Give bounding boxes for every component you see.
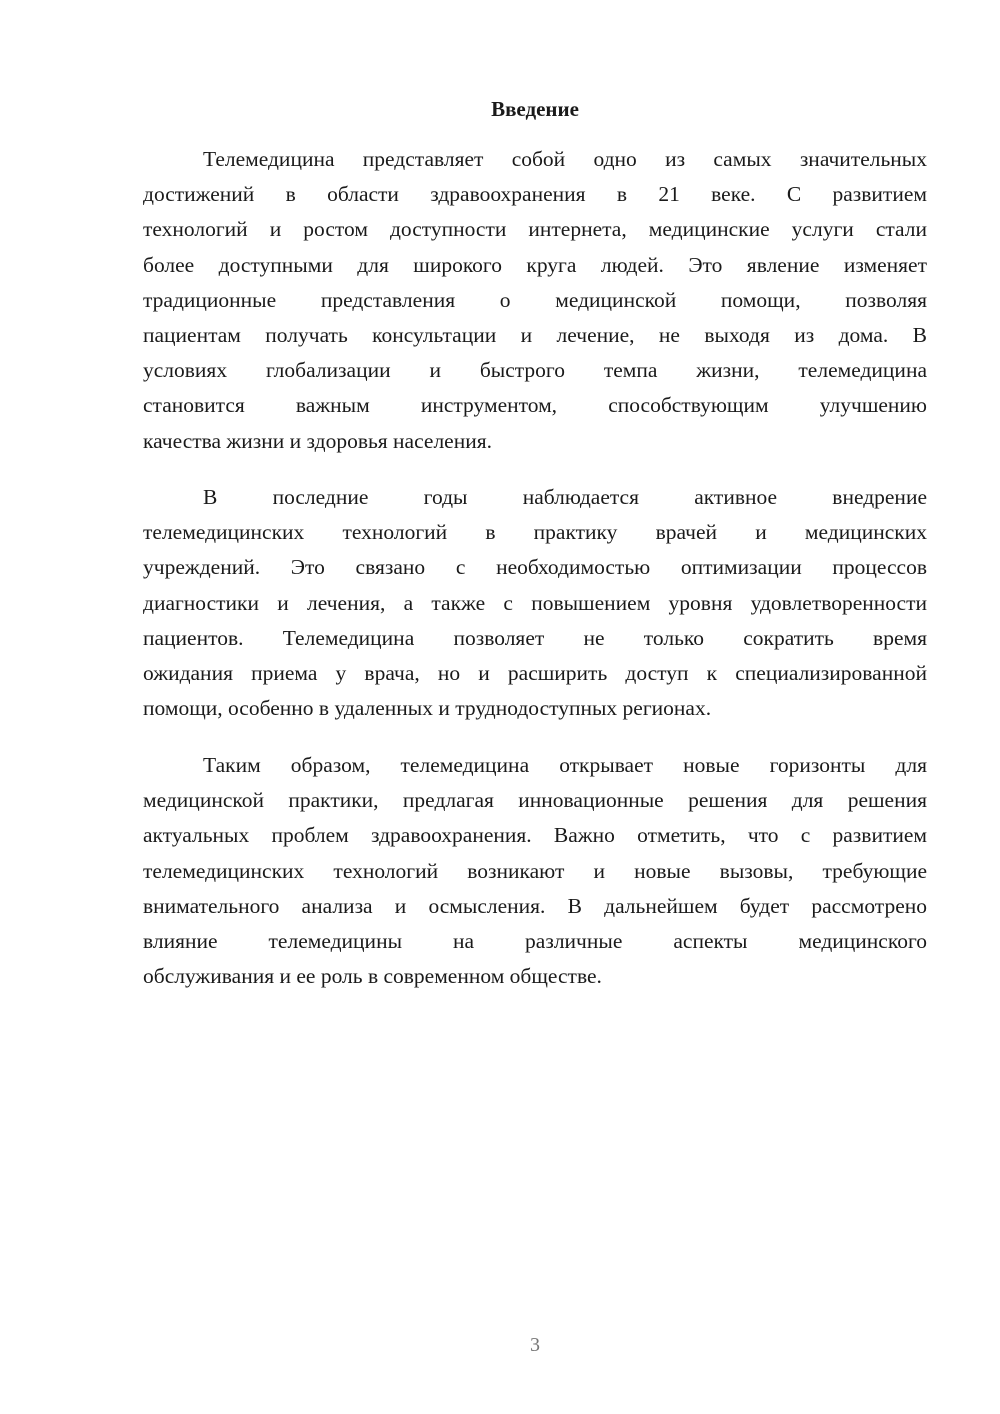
text-line: Таким образом, телемедицина открывает новые горизонты для bbox=[203, 753, 927, 777]
text-line: обслуживания и ее роль в современном обществе. bbox=[143, 964, 602, 989]
text-line: диагностики и лечения, а также с повышением уровня удовлетворенности bbox=[143, 590, 927, 615]
text-line: условиях глобализации и быстрого темпа жизни, телемедицина bbox=[143, 358, 927, 383]
section-title: Введение bbox=[491, 97, 579, 121]
text-line: учреждений. Это связано с необходимостью оптимизации процессов bbox=[143, 555, 927, 580]
text-line: внимательного анализа и осмысления. В дальнейшем будет рассмотрено bbox=[143, 893, 927, 918]
text-line: пациентам получать консультации и лечение, не выходя из дома. В bbox=[143, 322, 927, 347]
text-line: более доступными для широкого круга людей. Это явление изменяет bbox=[143, 252, 927, 277]
text-line: технологий и ростом доступности интернета, медицинские услуги стали bbox=[143, 217, 927, 242]
text-line: влияние телемедицины на различные аспекты медицинского bbox=[143, 928, 927, 953]
paragraph-2 bbox=[143, 480, 927, 726]
text-line: В последние годы наблюдается активное внедрение bbox=[203, 485, 927, 509]
text-line: становится важным инструментом, способствующим улучшению bbox=[143, 393, 927, 418]
text-line: пациентов. Телемедицина позволяет не только сократить время bbox=[143, 625, 927, 650]
paragraph-3 bbox=[143, 748, 927, 994]
text-line: актуальных проблем здравоохранения. Важно отметить, что с развитием bbox=[143, 823, 927, 848]
text-line: медицинской практики, предлагая инновационные решения для решения bbox=[143, 788, 927, 813]
text-line: телемедицинских технологий в практику врачей и медицинских bbox=[143, 520, 927, 545]
text-line: Телемедицина представляет собой одно из самых значительных bbox=[203, 147, 927, 171]
text-line: качества жизни и здоровья населения. bbox=[143, 428, 492, 453]
text-line: традиционные представления о медицинской помощи, позволяя bbox=[143, 287, 927, 312]
page-number: 3 bbox=[530, 1334, 540, 1356]
text-line: достижений в области здравоохранения в 21 веке. С развитием bbox=[143, 182, 927, 207]
paragraph-1 bbox=[143, 142, 927, 459]
text-line: помощи, особенно в удаленных и труднодоступных регионах. bbox=[143, 696, 712, 721]
text-line: телемедицинских технологий возникают и новые вызовы, требующие bbox=[143, 858, 927, 883]
text-line: ожидания приема у врача, но и расширить доступ к специализированной bbox=[143, 660, 927, 685]
